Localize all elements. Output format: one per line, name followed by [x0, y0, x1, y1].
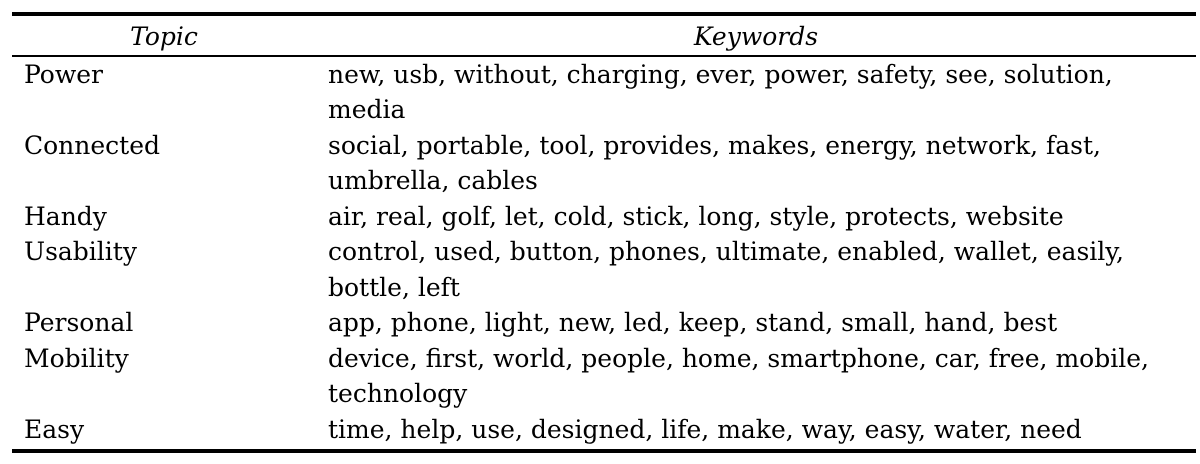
row-keywords: control, used, button, phones, ultimate, enabled, wallet, easily, bottle, left	[328, 237, 1125, 302]
row-keywords: device, first, world, people, home, smartphone, car, free, mobile, technology	[328, 343, 1149, 408]
row-keywords: social, portable, tool, provides, makes, energy, network, fast, umbrella, cables	[328, 130, 1101, 195]
table-row	[12, 341, 1196, 412]
topic-keywords-table	[12, 12, 1196, 453]
bottom-rule	[12, 449, 1196, 453]
row-topic: Easy	[24, 414, 85, 444]
row-topic: Connected	[24, 130, 161, 160]
row-keywords: new, usb, without, charging, ever, power, safety, see, solution, media	[328, 59, 1113, 124]
table-row	[12, 412, 1196, 448]
header-keywords: Keywords	[693, 22, 819, 51]
row-keywords: app, phone, light, new, led, keep, stand, small, hand, best	[328, 308, 1058, 337]
row-topic: Power	[24, 59, 104, 89]
row-topic: Handy	[24, 201, 107, 231]
table-row	[12, 234, 1196, 305]
header-row	[12, 16, 1196, 55]
row-keywords: air, real, golf, let, cold, stick, long, style, protects, website	[328, 201, 1064, 231]
table-row	[12, 199, 1196, 235]
table-row	[12, 305, 1196, 341]
row-topic: Usability	[24, 237, 137, 266]
row-topic: Mobility	[24, 343, 129, 373]
row-keywords: time, help, use, designed, life, make, way, easy, water, need	[328, 414, 1082, 444]
row-topic: Personal	[24, 308, 134, 337]
table-row	[12, 57, 1196, 128]
table-row	[12, 128, 1196, 199]
header-topic: Topic	[130, 22, 198, 51]
